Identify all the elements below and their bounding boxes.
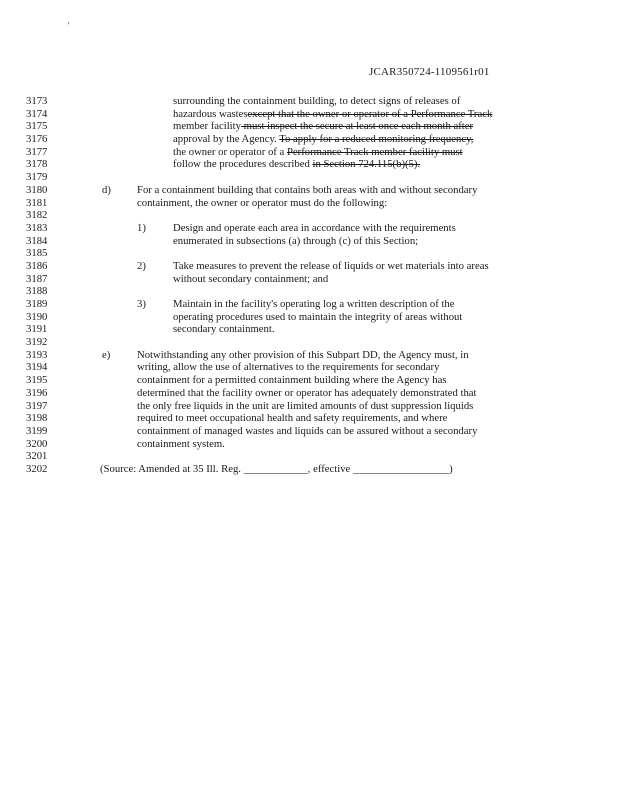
text-segment: containment of managed wastes and liquids can be assured without a secondary xyxy=(137,424,478,437)
line-text xyxy=(137,400,473,413)
line-text xyxy=(100,463,453,476)
text-segment: the owner or operator of a xyxy=(173,145,287,158)
line-text xyxy=(137,412,447,425)
text-segment: determined that the facility owner or operator has adequately demonstrated that xyxy=(137,386,477,399)
text-segment: follow the procedures described xyxy=(173,158,313,171)
line-number: 3175 xyxy=(26,120,48,133)
line-number: 3174 xyxy=(26,107,48,120)
document-line xyxy=(0,222,618,235)
line-number: 3188 xyxy=(26,285,48,298)
document-line xyxy=(0,197,618,210)
document-line xyxy=(0,361,618,374)
line-text xyxy=(173,311,462,324)
text-segment: Maintain in the facility's operating log a written description of the xyxy=(173,298,455,310)
document-line xyxy=(0,260,618,273)
document-line xyxy=(0,285,618,298)
line-number: 3193 xyxy=(26,348,48,361)
document-line xyxy=(0,311,618,324)
document-line xyxy=(0,146,618,159)
line-text xyxy=(137,438,225,451)
line-text xyxy=(137,349,469,362)
text-segment: Notwithstanding any other provision of this Subpart DD, the Agency must, in xyxy=(137,348,469,361)
document-line xyxy=(0,323,618,336)
document-line xyxy=(0,120,618,133)
line-number: 3185 xyxy=(26,247,48,260)
line-number: 3184 xyxy=(26,234,48,247)
line-number: 3178 xyxy=(26,158,48,171)
subsection-label: d) xyxy=(102,183,111,196)
line-number: 3183 xyxy=(26,221,48,234)
text-segment: Design and operate each area in accordance with the requirements xyxy=(173,221,456,234)
line-number: 3181 xyxy=(26,196,48,209)
line-text xyxy=(173,133,473,146)
document-line xyxy=(0,235,618,248)
line-number: 3200 xyxy=(26,437,48,450)
line-text xyxy=(137,361,439,374)
document-line xyxy=(0,158,618,171)
line-number: 3182 xyxy=(26,209,48,222)
document-line xyxy=(0,95,618,108)
line-number: 3198 xyxy=(26,412,48,425)
line-number: 3179 xyxy=(26,171,48,184)
document-line xyxy=(0,171,618,184)
document-line xyxy=(0,349,618,362)
document-line xyxy=(0,400,618,413)
text-segment: the only free liquids in the unit are limited amounts of dust suppression liquids xyxy=(137,399,474,412)
line-number: 3186 xyxy=(26,259,48,272)
line-number: 3202 xyxy=(26,462,48,475)
line-number: 3201 xyxy=(26,450,48,463)
text-segment: For a containment building that contains both areas with and without secondary xyxy=(137,183,478,196)
text-segment: secondary containment. xyxy=(173,323,275,336)
document-line xyxy=(0,463,618,476)
line-text xyxy=(137,197,387,210)
document-line xyxy=(0,184,618,197)
text-segment: enumerated in subsections (a) through (c) of this Section; xyxy=(173,234,419,247)
text-segment: without secondary containment; and xyxy=(173,272,329,285)
line-text xyxy=(173,273,328,286)
subsection-label: e) xyxy=(102,348,111,361)
struck-text: Performance Track member facility must xyxy=(286,145,463,158)
line-text xyxy=(173,158,420,171)
subsection-label: 1) xyxy=(137,221,146,234)
document-line xyxy=(0,336,618,349)
line-number: 3191 xyxy=(26,323,48,336)
text-segment: operating procedures used to maintain the integrity of areas without xyxy=(173,310,463,323)
document-line xyxy=(0,374,618,387)
line-text xyxy=(137,184,477,197)
document-line xyxy=(0,247,618,260)
text-segment: approval by the Agency. xyxy=(173,133,280,146)
line-text xyxy=(173,298,455,311)
line-text xyxy=(173,260,489,273)
line-number: 3176 xyxy=(26,133,48,146)
line-number: 3192 xyxy=(26,336,48,349)
document-line xyxy=(0,108,618,121)
struck-text: must inspect the secure at least once each month after xyxy=(240,120,474,133)
text-segment: member facility xyxy=(173,120,241,133)
document-header-id: JCAR350724-1109561r01 xyxy=(369,66,490,78)
struck-text: in Section 724.115(b)(5). xyxy=(312,158,421,171)
text-segment: containment system. xyxy=(137,437,225,450)
corner-mark: ' xyxy=(68,21,70,30)
line-text xyxy=(173,323,275,336)
document-line xyxy=(0,412,618,425)
line-number: 3199 xyxy=(26,424,48,437)
line-text xyxy=(137,387,477,400)
line-text xyxy=(173,95,460,108)
document-line xyxy=(0,450,618,463)
subsection-label: 2) xyxy=(137,259,146,272)
subsection-label: 3) xyxy=(137,298,146,310)
line-number: 3197 xyxy=(26,399,48,412)
document-line xyxy=(0,298,618,311)
document-line xyxy=(0,425,618,438)
document-line xyxy=(0,273,618,286)
document-line xyxy=(0,209,618,222)
line-text xyxy=(173,108,492,121)
line-number: 3196 xyxy=(26,386,48,399)
line-number: 3177 xyxy=(26,145,48,158)
text-segment: surrounding the containment building, to detect signs of releases of xyxy=(173,95,461,107)
text-segment: required to meet occupational health and safety requirements, and where xyxy=(137,412,448,425)
line-text xyxy=(173,235,418,248)
line-number: 3187 xyxy=(26,272,48,285)
document-body xyxy=(0,95,618,476)
document-line xyxy=(0,133,618,146)
text-segment: Take measures to prevent the release of liquids or wet materials into areas xyxy=(173,259,489,272)
text-segment: (Source: Amended at 35 Ill. Reg. ____________, effective __________________) xyxy=(100,462,453,475)
text-segment: writing, allow the use of alternatives to the requirements for secondary xyxy=(137,361,440,374)
line-text xyxy=(137,425,477,438)
line-text xyxy=(173,146,463,159)
line-text xyxy=(173,120,473,133)
line-number: 3180 xyxy=(26,183,48,196)
line-number: 3190 xyxy=(26,310,48,323)
text-segment: hazardous wastes xyxy=(173,107,248,120)
struck-text: To apply for a reduced monitoring frequency, xyxy=(279,133,474,146)
line-number: 3189 xyxy=(26,298,48,310)
line-text xyxy=(137,374,447,387)
line-number: 3195 xyxy=(26,374,48,387)
line-number: 3173 xyxy=(26,95,48,107)
line-text xyxy=(173,222,456,235)
text-segment: containment, the owner or operator must do the following: xyxy=(137,196,388,209)
struck-text: except that the owner or operator of a Performance Track xyxy=(247,107,493,120)
document-line xyxy=(0,387,618,400)
document-line xyxy=(0,438,618,451)
text-segment: containment for a permitted containment building where the Agency has xyxy=(137,374,447,387)
line-number: 3194 xyxy=(26,361,48,374)
